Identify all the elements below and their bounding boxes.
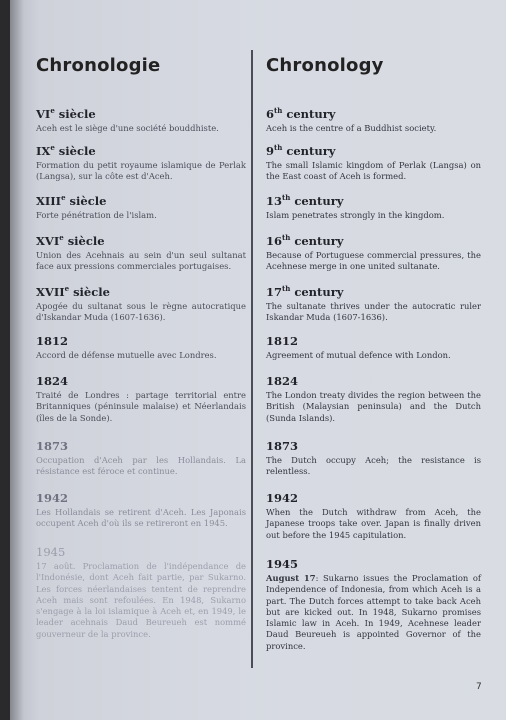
entry-text: Aceh est le siège d'une société bouddhiste. xyxy=(36,123,219,133)
french-heading: Chronologie xyxy=(36,55,161,76)
entry-en-9th-century xyxy=(266,141,481,183)
entry-fr-1824 xyxy=(36,374,246,424)
entry-title: 1942 xyxy=(266,491,299,505)
entry-text: Union des Acehnais au sein d'un seul sultanat face aux pressions commerciales portugaises. xyxy=(36,250,246,272)
entry-text: Because of Portuguese commercial pressures, the Acehnese merge in one united sultanate. xyxy=(266,250,481,272)
entry-title: 17th century xyxy=(266,284,344,299)
entry-title: XIIIe siècle xyxy=(36,193,107,208)
entry-fr-17th-century xyxy=(36,282,246,324)
book-page xyxy=(10,0,506,720)
entry-text: Agreement of mutual defence with London. xyxy=(266,350,451,360)
entry-title: 1873 xyxy=(266,439,299,453)
entry-text: Accord de défense mutuelle avec Londres. xyxy=(36,350,217,360)
entry-title: 1812 xyxy=(266,334,299,348)
entry-title: 13th century xyxy=(266,193,344,208)
entry-title: 1873 xyxy=(36,439,69,453)
entry-text: August 17: Sukarno issues the Proclamation of Independence of Indonesia, from which Aceh is a part. The Dutch forces attempt to take back Aceh but are kicked out. In 1948, Sukarno promises Islamic law in Aceh. In 1949, Acehnese leader Daud Beureueh is appointed Governor of the province. xyxy=(266,573,482,651)
entry-en-1945 xyxy=(266,557,481,652)
entry-fr-13th-century xyxy=(36,191,246,221)
entry-title: 1942 xyxy=(36,491,69,505)
page-number: 7 xyxy=(476,682,482,692)
entry-en-13th-century xyxy=(266,191,481,221)
english-heading: Chronology xyxy=(266,55,384,76)
entry-text: The Dutch occupy Aceh; the resistance is relentless. xyxy=(266,455,481,477)
entry-title: 1945 xyxy=(36,545,66,559)
entry-title: XVIe siècle xyxy=(36,233,105,248)
entry-title: 9th century xyxy=(266,143,336,158)
entry-en-1824 xyxy=(266,374,481,424)
entry-text: The small Islamic kingdom of Perlak (Langsa) on the East coast of Aceh is formed. xyxy=(266,160,481,182)
entry-text: Forte pénétration de l'islam. xyxy=(36,210,157,220)
entry-fr-1873 xyxy=(36,439,246,478)
entry-en-6th-century xyxy=(266,104,481,134)
entry-title: 1812 xyxy=(36,334,69,348)
entry-text: When the Dutch withdraw from Aceh, the Japanese troops take over. Japan is finally driven out before the 1945 capitulation. xyxy=(266,507,481,540)
entry-title: IXe siècle xyxy=(36,143,96,158)
entry-title: 6th century xyxy=(266,106,336,121)
entry-en-16th-century xyxy=(266,231,481,273)
entry-fr-6th-century xyxy=(36,104,246,134)
entry-en-1873 xyxy=(266,439,481,478)
entry-en-1812 xyxy=(266,334,481,361)
entry-title: XVIIe siècle xyxy=(36,284,110,299)
entry-fr-9th-century xyxy=(36,141,246,183)
entry-fr-16th-century xyxy=(36,231,246,273)
entry-text: Apogée du sultanat sous le règne autocratique d'Iskandar Muda (1607-1636). xyxy=(36,301,246,323)
entry-text: Les Hollandais se retirent d'Aceh. Les Japonais occupent Aceh d'où ils se retireront en 1945. xyxy=(36,507,246,529)
entry-text: The London treaty divides the region between the British (Malaysian peninsula) and the Dutch (Sunda Islands). xyxy=(266,390,481,423)
entry-en-17th-century xyxy=(266,282,481,324)
entry-text: Aceh is the centre of a Buddhist society. xyxy=(266,123,437,133)
entry-title: 1824 xyxy=(36,374,69,388)
entry-text: Occupation d'Aceh par les Hollandais. La résistance est féroce et continue. xyxy=(36,455,246,477)
entry-fr-1945 xyxy=(36,545,246,640)
entry-title: 16th century xyxy=(266,233,344,248)
entry-text: The sultanate thrives under the autocratic ruler Iskandar Muda (1607-1636). xyxy=(266,301,481,323)
entry-title: VIe siècle xyxy=(36,106,96,121)
entry-text: Traité de Londres : partage territorial entre Britanniques (péninsule malaise) et Néerlandais (îles de la Sonde). xyxy=(36,390,246,423)
entry-title: 1824 xyxy=(266,374,299,388)
entry-fr-1942 xyxy=(36,491,246,530)
entry-text: Formation du petit royaume islamique de Perlak (Langsa), sur la côte est d'Aceh. xyxy=(36,160,246,182)
entry-text: Islam penetrates strongly in the kingdom. xyxy=(266,210,445,220)
entry-title: 1945 xyxy=(266,557,299,571)
entry-en-1942 xyxy=(266,491,481,541)
entry-fr-1812 xyxy=(36,334,246,361)
entry-text: 17 août. Proclamation de l'indépendance de l'Indonésie, dont Aceh fait partie, par Sukarno. Les forces néerlandaises tentent de reprendre Aceh mais sont refoulées. En 1948, Sukarno s'engage à la loi islamique à Aceh et, en 1949, le leader acehnais Daud Beureueh est nommé gouverneur de la province. xyxy=(36,561,247,639)
column-divider xyxy=(251,50,253,668)
